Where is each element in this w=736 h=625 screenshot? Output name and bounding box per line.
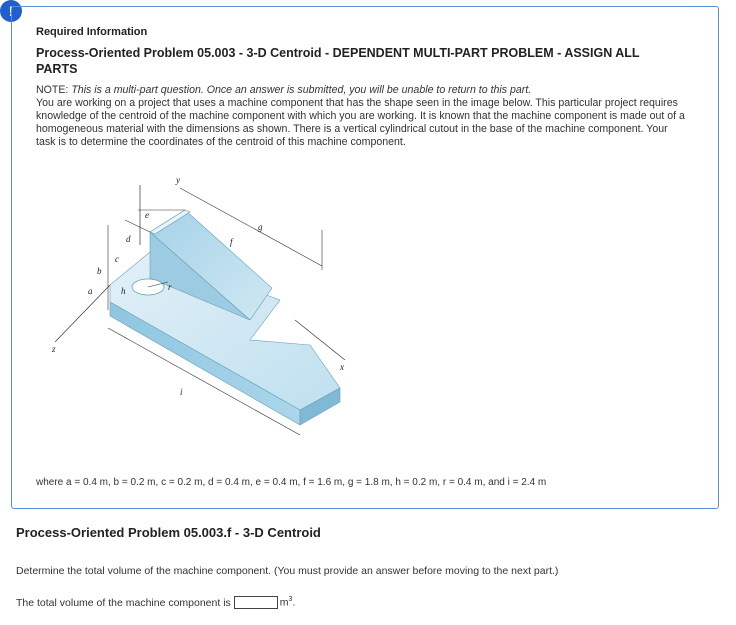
description-text: You are working on a project that uses a machine component that has the shape seen in the image below. This particular project requires knowledge of the centroid of the machine component with which you are working. It is known that the machine component is made out of a homogeneous material with the dimensions as shown. There is a vertical cylindrical cutout in the base of the machine component. Your task is to determine the coordinates of the centroid of this machine component. — [36, 97, 685, 148]
answer-prefix: The total volume of the machine component is — [16, 596, 231, 609]
label-h: h — [121, 286, 126, 296]
label-e: e — [145, 210, 149, 220]
answer-unit — [280, 596, 296, 609]
note-text: This is a multi-part question. Once an answer is submitted, you will be unable to return to this part. — [71, 84, 532, 96]
label-r: r — [168, 282, 172, 292]
machine-component-figure — [40, 170, 370, 445]
unit-exponent: 3 — [288, 596, 293, 604]
label-d: d — [126, 234, 131, 244]
required-information-label: Required Information — [36, 26, 148, 38]
alert-icon: ! — [0, 0, 22, 22]
dim-line-d — [125, 220, 150, 232]
label-f: f — [230, 237, 233, 247]
label-y: y — [176, 175, 180, 185]
dimension-values: where a = 0.4 m, b = 0.2 m, c = 0.2 m, d = 0.4 m, e = 0.4 m, f = 1.6 m, g = 1.8 m, h = 0.2 m, r = 0.4 m, and i = 2.4 m — [36, 477, 547, 488]
label-g: g — [258, 222, 263, 232]
volume-answer-input[interactable] — [234, 596, 278, 609]
note — [36, 84, 686, 97]
label-x: x — [340, 362, 344, 372]
problem-title: Process-Oriented Problem 05.003 - 3-D Centroid - DEPENDENT MULTI-PART PROBLEM - ASSIGN ALL PARTS — [36, 46, 640, 76]
label-z: z — [52, 344, 56, 354]
part-title: Process-Oriented Problem 05.003.f - 3-D Centroid — [16, 525, 321, 540]
label-b: b — [97, 266, 102, 276]
part-question: Determine the total volume of the machine component. (You must provide an answer before moving to the next part.) — [16, 565, 559, 577]
label-a: a — [88, 286, 93, 296]
label-c: c — [115, 254, 119, 264]
answer-row — [16, 596, 295, 609]
unit-base: m — [279, 596, 289, 609]
problem-description — [36, 84, 686, 149]
z-axis — [55, 285, 110, 342]
unit-suffix: . — [292, 596, 296, 609]
note-label: NOTE: — [36, 84, 69, 96]
label-i: i — [180, 387, 183, 397]
